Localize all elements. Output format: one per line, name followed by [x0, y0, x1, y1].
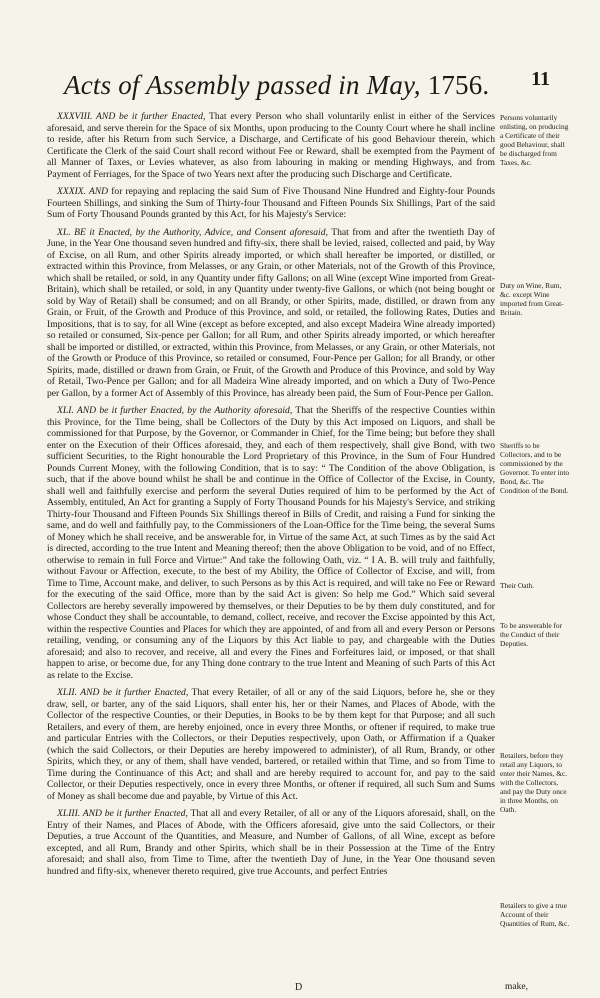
section-lead: XLII. AND be it further Enacted, — [57, 687, 189, 698]
title-year: 1756. — [427, 70, 490, 100]
section-lead: XXXIX. AND — [57, 186, 109, 197]
section-lead: XLIII. AND be it further Enacted, — [57, 808, 188, 819]
section-body: That every Person who shall voluntarily enlist in either of the Services aforesaid, and serve therein for the Space of six Months, upon producing to the County Court where he shall incline to reside, after his Return from such Service, a Discharge, and Certificate of his good Behaviour therein, which Certificate the Clerk of the said Court shall record without Fee or Reward, shall be exempted from the Payment of all Manner of Taxes, or Levies whatever, as also from labouring in making or mending Highways, and from Payment of Ferriages, for the Space of two Years next after the producing such Discharge and Certificate. — [47, 111, 495, 180]
catchword: make, — [505, 982, 528, 992]
section-body: for repaying and replacing the said Sum of Five Thousand Nine Hundred and Eighty-four Pounds Fourteen Shillings, and sinking the Sum of Thirty-four Thousand and Fifteen Pounds Six Shillings, Part of the said Sum of Forty Thousand Pounds granted by this Act, for his Majesty's Service: — [47, 186, 496, 220]
margin-note-sheriffs: Sheriffs to be Collectors, and to be commissioned by the Governor. To enter into Bond, &c. The Condition of the Bond. — [500, 441, 570, 495]
margin-note-duty: Duty on Wine, Rum, &c. except Wine imported from Great-Britain. — [500, 281, 564, 317]
section-body: That every Retailer, of all or any of the said Liquors, before he, she or they draw, sell, or barter, any of the said Liquors, shall enter his, her or their Names, and Places of Abode, with the Collector of the respective Counties, or their Deputies, in Books to be by them kept for that Purpose; and all such Retailers, and every of them, are hereby enjoined, once in every three Months, or oftener if required, to make true and particular Entries with the Collectors, or their Deputies respectively, upon Oath, or Affirmation if a Quaker (which the said Collectors, or their Deputies are hereby impowered to administer), of all Rum, Brandy, or other Spirits, which they, or any of them, shall have vended, bartered, or retailed within that Time, and so from Time to Time during the Continuance of this Act; and shall and are hereby required to account for, and pay to the said Collector, or their Deputies respectively, once in every three Months, or oftener if required, all such Sum and Sums of Money as shall become due and payable, by Virtue of this Act. — [47, 687, 495, 802]
page-header — [50, 62, 550, 106]
section-39 — [47, 186, 495, 221]
section-43 — [47, 808, 495, 877]
signature-mark: D — [295, 982, 303, 993]
margin-note-enlisting: Persons voluntarily enlisting, on producing a Certificate of their good Behaviour, shall be discharged from Taxes, &c. — [500, 113, 569, 167]
section-body: That all and every Retailer, of all or any of the Liquors aforesaid, shall, on the Entry of their Names, and Places of Abode, with the Officers aforesaid, give unto the said Collectors, or their Deputies, a true Account of the Quantities, and Measure, and Number of Gallons, of all Wine, except as before excepted, and all Rum, Brandy and other Spirits, which shall be in their Possession at the Time of the Entry aforesaid; and shall also, from Time to Time, after the twentieth Day of June, in the Year One thousand seven hundred and fifty-six, whenever thereto required, give true Accounts, and perfect Entries — [47, 808, 495, 877]
margin-note-accounts: Retailers to give a true Account of their Quantities of Rum, &c. — [500, 901, 570, 928]
page-number: 11 — [531, 68, 550, 90]
margin-note-deputies: To be answerable for the Conduct of their Deputies. — [500, 621, 563, 648]
section-lead: XLI. AND be it further Enacted, by the Authority aforesaid, — [57, 405, 293, 416]
main-text — [47, 111, 495, 883]
page-title — [64, 70, 489, 101]
section-body: That from and after the twentieth Day of June, in the Year One thousand seven hundred and fifty-six, there shall be levied, raised, collected and paid, by Way of Excise, on all Rum, and other Spirits already imported, or which shall hereafter be imported, or distilled, or extracted within this Province, from Melasses, or any Grain, or other Materials, not of the Growth of this Province, which shall be retailed, or sold, in any Quantity under fifty Gallons; on all Wine (except Wine imported from Great-Britain), which shall be retailed, or sold, in any Quantity under twenty-five Gallons, or which (not being bought or sold by Way of Retail) shall be consumed; and on all Brandy, or other Spirits, made, distilled, or drawn from any Grain, or Fruit, of the Growth and Produce of this Province, and sold, or retailed, the following Rates, Duties and Impositions, that is to say, for all Wine (except as before excepted, and also except Madeira Wine already imported) so retailed or consumed, Six-pence per Gallon; for all Rum, and other Spirits already imported, or which hereafter shall be imported or distilled, or extracted, within this Province, from Melasses, or any Grain, or other Materials, not of the Growth or Produce of this Province, so retailed or consumed, Four-Pence per Gallon; for all Brandy, or other Spirits, made, distilled or drawn from Grain, or Fruit, of the Growth and Produce of this Province, and sold by Way of Retail, Two-Pence per Gallon; and for all Madeira Wine already imported, and on which a Duty of Two-Pence per Gallon, by a former Act of Assembly of this Province, has already been paid, the Sum of Four-Pence per Gallon. — [47, 226, 495, 399]
section-41 — [47, 405, 495, 681]
section-body: That the Sheriffs of the respective Counties within this Province, for the Time being, shall be Collectors of the Duty by this Act imposed on Liquors, and shall be commissioned for that Purpose, by the Governor, or Commander in Chief, for the Time being; but before they shall enter on the Execution of their Offices aforesaid, they, and each of them respectively, shall give Bond, with two sufficient Securities, to the Right honourable the Lord Proprietary of this Province, in the Sum of Four Hundred Pounds Current Money, with the following Condition, that is to say: “ The Condition of the above Obligation, is such, that if the above bound whilst he shall be and continue in the Office of Collector of the Excise, in County, shall well and faithfully exercise and perform the several Duties required of him to be performed by the Act of Assembly, entituled, An Act for granting a Supply of Forty Thousand Pounds for his Majesty's Service, and striking Thirty-four Thousand and Fifteen Pounds Six Shillings thereof in Bills of Credit, and raising a Fund for sinking the same, and do well and faithfully pay, to the Commissioners of the Loan-Office for the Time being, the several Sums of Money which he shall receive, and be answerable for, in Virtue of the same Act, at such Times as by the said Act is directed, according to the true Intent and Meaning thereof; then the above Obligation to be void, and of no Effect, otherwise to remain in full Force and Virtue:” And take the following Oath, viz. “ I A. B. will truly and faithfully, without Favour or Affection, execute, to the best of my Ability, the Office of Collector of Excise, and will, from Time to Time, Account make, and deliver, to such Persons as by this Act is required, and will take no Fee or Reward for the executing of the said Office, more than by the said Act is given: So help me God.” Which said several Collectors are hereby severally impowered by themselves, or their Deputies to be by them duly constituted, and for whose Conduct they shall be accountable, to demand, collect, receive, and recover the Excise appointed by this Act, within the respective Counties and Places for which they are appointed, of and from all and every Person or Persons retailing, vending, or consuming any of the Liquors by this Act liable to pay, and chargeable with the Duties aforesaid; and also to recover, and receive, all and every the Fines and Forfeitures laid, or imposed, or that shall happen to arise, or become due, for any Thing done contrary to the true Intent and Meaning of such Parts of this Act as relate to the Excise. — [47, 405, 495, 681]
section-40 — [47, 227, 495, 400]
margin-note-retailers: Retailers, before they retail any Liquors, to enter their Names, &c. with the Collectors, and pay the Duty once in three Months, on Oath. — [500, 751, 568, 814]
section-lead: XL. BE it Enacted, by the Authority, Advice, and Consent aforesaid, — [57, 226, 328, 238]
title-text: Acts of Assembly passed in May, — [64, 70, 421, 100]
margin-note-oath: Their Oath. — [500, 581, 535, 590]
section-lead: XXXVIII. AND be it further Enacted, — [57, 111, 206, 122]
section-42 — [47, 687, 495, 802]
section-38 — [47, 111, 495, 180]
